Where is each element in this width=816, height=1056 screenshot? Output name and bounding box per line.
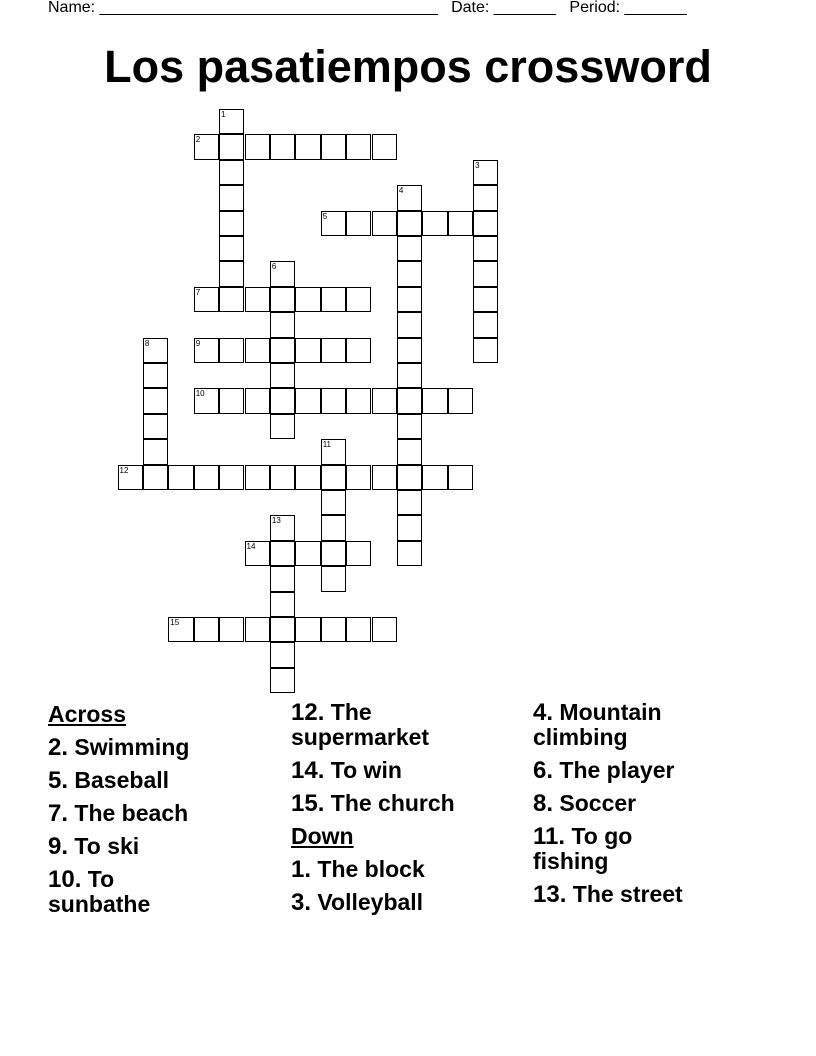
crossword-cell[interactable]	[397, 312, 422, 337]
period-field-label: Period: _______	[569, 0, 687, 16]
clue-number: 3	[475, 160, 480, 170]
clue-down-11: 11. To go fishing	[533, 823, 633, 874]
crossword-cell[interactable]	[397, 515, 422, 540]
crossword-cell[interactable]	[219, 160, 244, 185]
crossword-cell[interactable]	[448, 388, 473, 413]
crossword-cell[interactable]	[219, 287, 244, 312]
clue-column-1	[48, 700, 283, 925]
date-field-label: Date: _______	[451, 0, 557, 16]
crossword-cell[interactable]	[270, 312, 295, 337]
crossword-cell[interactable]	[473, 338, 498, 363]
crossword-cell[interactable]	[448, 465, 473, 490]
crossword-cell[interactable]	[397, 236, 422, 261]
crossword-cell[interactable]	[219, 134, 244, 159]
crossword-cell[interactable]	[397, 541, 422, 566]
crossword-cell[interactable]	[473, 236, 498, 261]
crossword-cell[interactable]	[321, 541, 346, 566]
crossword-cell[interactable]	[346, 388, 371, 413]
crossword-cell[interactable]	[448, 211, 473, 236]
crossword-cell[interactable]	[219, 388, 244, 413]
crossword-cell[interactable]	[346, 617, 371, 642]
crossword-cell[interactable]	[397, 414, 422, 439]
crossword-cell[interactable]	[219, 211, 244, 236]
clue-number: 1	[221, 110, 226, 119]
crossword-cell[interactable]	[397, 363, 422, 388]
crossword-cell[interactable]	[372, 465, 397, 490]
crossword-cell[interactable]	[270, 642, 295, 667]
crossword-cell[interactable]	[295, 617, 320, 642]
crossword-cell[interactable]	[397, 439, 422, 464]
clue-number: 10	[195, 389, 205, 399]
clue-number: 4	[398, 186, 404, 196]
crossword-cell[interactable]	[118, 465, 143, 490]
crossword-cell[interactable]	[168, 465, 193, 490]
crossword-cell[interactable]	[321, 287, 346, 312]
crossword-cell[interactable]	[346, 211, 371, 236]
crossword-cell[interactable]	[219, 338, 244, 363]
clue-number: 14	[246, 541, 256, 551]
clue-down-4: 4. Mountain climbing	[533, 699, 662, 750]
clue-number: 15	[170, 618, 180, 627]
crossword-cell[interactable]	[473, 160, 498, 185]
clue-down-1: 1. The block	[291, 856, 425, 883]
crossword-cell[interactable]	[143, 338, 168, 363]
crossword-cell[interactable]	[321, 465, 346, 490]
crossword-cell[interactable]	[346, 134, 371, 159]
crossword-cell[interactable]	[270, 541, 295, 566]
clue-across-14: 14. To win	[291, 757, 402, 784]
crossword-cell[interactable]	[245, 134, 270, 159]
crossword-cell[interactable]	[143, 465, 168, 490]
crossword-cell[interactable]	[270, 592, 295, 617]
crossword-cell[interactable]	[422, 211, 447, 236]
clue-number: 13	[271, 516, 281, 526]
clue-number: 12	[119, 465, 129, 475]
crossword-cell[interactable]	[219, 617, 244, 642]
crossword-cell[interactable]	[143, 363, 168, 388]
crossword-cell[interactable]	[245, 541, 270, 566]
crossword-cell[interactable]	[194, 338, 219, 363]
crossword-cell[interactable]	[270, 363, 295, 388]
crossword-cell[interactable]	[473, 211, 498, 236]
clue-across-15: 15. The church	[291, 790, 455, 817]
crossword-cell[interactable]	[143, 388, 168, 413]
clue-down-13: 13. The street	[533, 881, 683, 908]
crossword-cell[interactable]	[397, 465, 422, 490]
crossword-cell[interactable]	[346, 338, 371, 363]
down-heading: Down	[291, 823, 354, 849]
crossword-cell[interactable]	[219, 261, 244, 286]
crossword-cell[interactable]	[321, 439, 346, 464]
crossword-cell[interactable]	[473, 312, 498, 337]
clue-number: 8	[144, 338, 150, 348]
crossword-cell[interactable]	[219, 109, 244, 134]
crossword-cell[interactable]	[168, 617, 193, 642]
clue-across-5: 5. Baseball	[48, 767, 170, 794]
crossword-cell[interactable]	[143, 439, 168, 464]
crossword-cell[interactable]	[372, 617, 397, 642]
clue-number: 11	[322, 440, 331, 450]
crossword-cell[interactable]	[194, 388, 219, 413]
crossword-cell[interactable]	[270, 287, 295, 312]
clue-down-8: 8. Soccer	[533, 790, 637, 817]
crossword-cell[interactable]	[473, 185, 498, 210]
crossword-cell[interactable]	[321, 617, 346, 642]
crossword-cell[interactable]	[245, 388, 270, 413]
crossword-cell[interactable]	[372, 134, 397, 159]
crossword-cell[interactable]	[270, 388, 295, 413]
crossword-cell[interactable]	[372, 211, 397, 236]
crossword-cell[interactable]	[295, 465, 320, 490]
crossword-cell[interactable]	[270, 261, 295, 286]
crossword-cell[interactable]	[397, 338, 422, 363]
crossword-cell[interactable]	[270, 668, 295, 693]
crossword-cell[interactable]	[397, 490, 422, 515]
clue-number: 2	[195, 135, 201, 145]
clue-down-3: 3. Volleyball	[291, 889, 424, 916]
crossword-cell[interactable]	[270, 465, 295, 490]
crossword-cell[interactable]	[321, 134, 346, 159]
crossword-cell[interactable]	[143, 414, 168, 439]
clue-number: 7	[195, 287, 201, 297]
clue-across-9: 9. To ski	[48, 833, 140, 860]
crossword-cell[interactable]	[397, 287, 422, 312]
crossword-cell[interactable]	[321, 211, 346, 236]
clue-number: 6	[271, 262, 277, 272]
crossword-cell[interactable]	[346, 541, 371, 566]
crossword-cell[interactable]	[321, 388, 346, 413]
crossword-cell[interactable]	[270, 566, 295, 591]
clue-number: 5	[322, 211, 328, 221]
crossword-cell[interactable]	[295, 388, 320, 413]
crossword-cell[interactable]	[194, 617, 219, 642]
crossword-cell[interactable]	[397, 388, 422, 413]
crossword-cell[interactable]	[422, 388, 447, 413]
crossword-cell[interactable]	[321, 566, 346, 591]
crossword-cell[interactable]	[270, 134, 295, 159]
clue-across-12: 12. The supermarket	[291, 699, 430, 750]
page-title: Los pasatiempos crossword	[104, 41, 712, 92]
clue-across-7: 7. The beach	[48, 800, 189, 827]
crossword-cell[interactable]	[270, 617, 295, 642]
clue-across-2: 2. Swimming	[48, 734, 190, 761]
crossword-cell[interactable]	[295, 338, 320, 363]
clue-column-2	[291, 700, 526, 923]
crossword-cell[interactable]	[270, 338, 295, 363]
crossword-cell[interactable]	[321, 338, 346, 363]
name-field-label: Name: ______________________________________	[48, 0, 438, 16]
clue-across-10: 10. To sunbathe	[48, 866, 151, 917]
crossword-cell[interactable]	[270, 414, 295, 439]
crossword-cell[interactable]	[321, 515, 346, 540]
crossword-cell[interactable]	[219, 236, 244, 261]
crossword-cell[interactable]	[194, 465, 219, 490]
crossword-cell[interactable]	[245, 465, 270, 490]
across-heading: Across	[48, 701, 126, 727]
crossword-cell[interactable]	[295, 541, 320, 566]
crossword-cell[interactable]	[422, 465, 447, 490]
crossword-cell[interactable]	[245, 338, 270, 363]
crossword-cell[interactable]	[219, 185, 244, 210]
crossword-cell[interactable]	[372, 388, 397, 413]
crossword-cell[interactable]	[245, 287, 270, 312]
crossword-cell[interactable]	[473, 287, 498, 312]
crossword-cell[interactable]	[245, 617, 270, 642]
crossword-cell[interactable]	[194, 134, 219, 159]
crossword-cell[interactable]	[270, 515, 295, 540]
crossword-cell[interactable]	[346, 465, 371, 490]
crossword-cell[interactable]	[219, 465, 244, 490]
crossword-cell[interactable]	[473, 261, 498, 286]
clue-down-6: 6. The player	[533, 757, 675, 784]
crossword-cell[interactable]	[346, 287, 371, 312]
crossword-cell[interactable]	[321, 490, 346, 515]
crossword-cell[interactable]	[295, 287, 320, 312]
crossword-cell[interactable]	[397, 185, 422, 210]
crossword-cell[interactable]	[397, 211, 422, 236]
crossword-cell[interactable]	[397, 261, 422, 286]
clue-number: 9	[195, 338, 201, 348]
crossword-cell[interactable]	[194, 287, 219, 312]
clue-column-3	[533, 700, 768, 915]
crossword-cell[interactable]	[295, 134, 320, 159]
